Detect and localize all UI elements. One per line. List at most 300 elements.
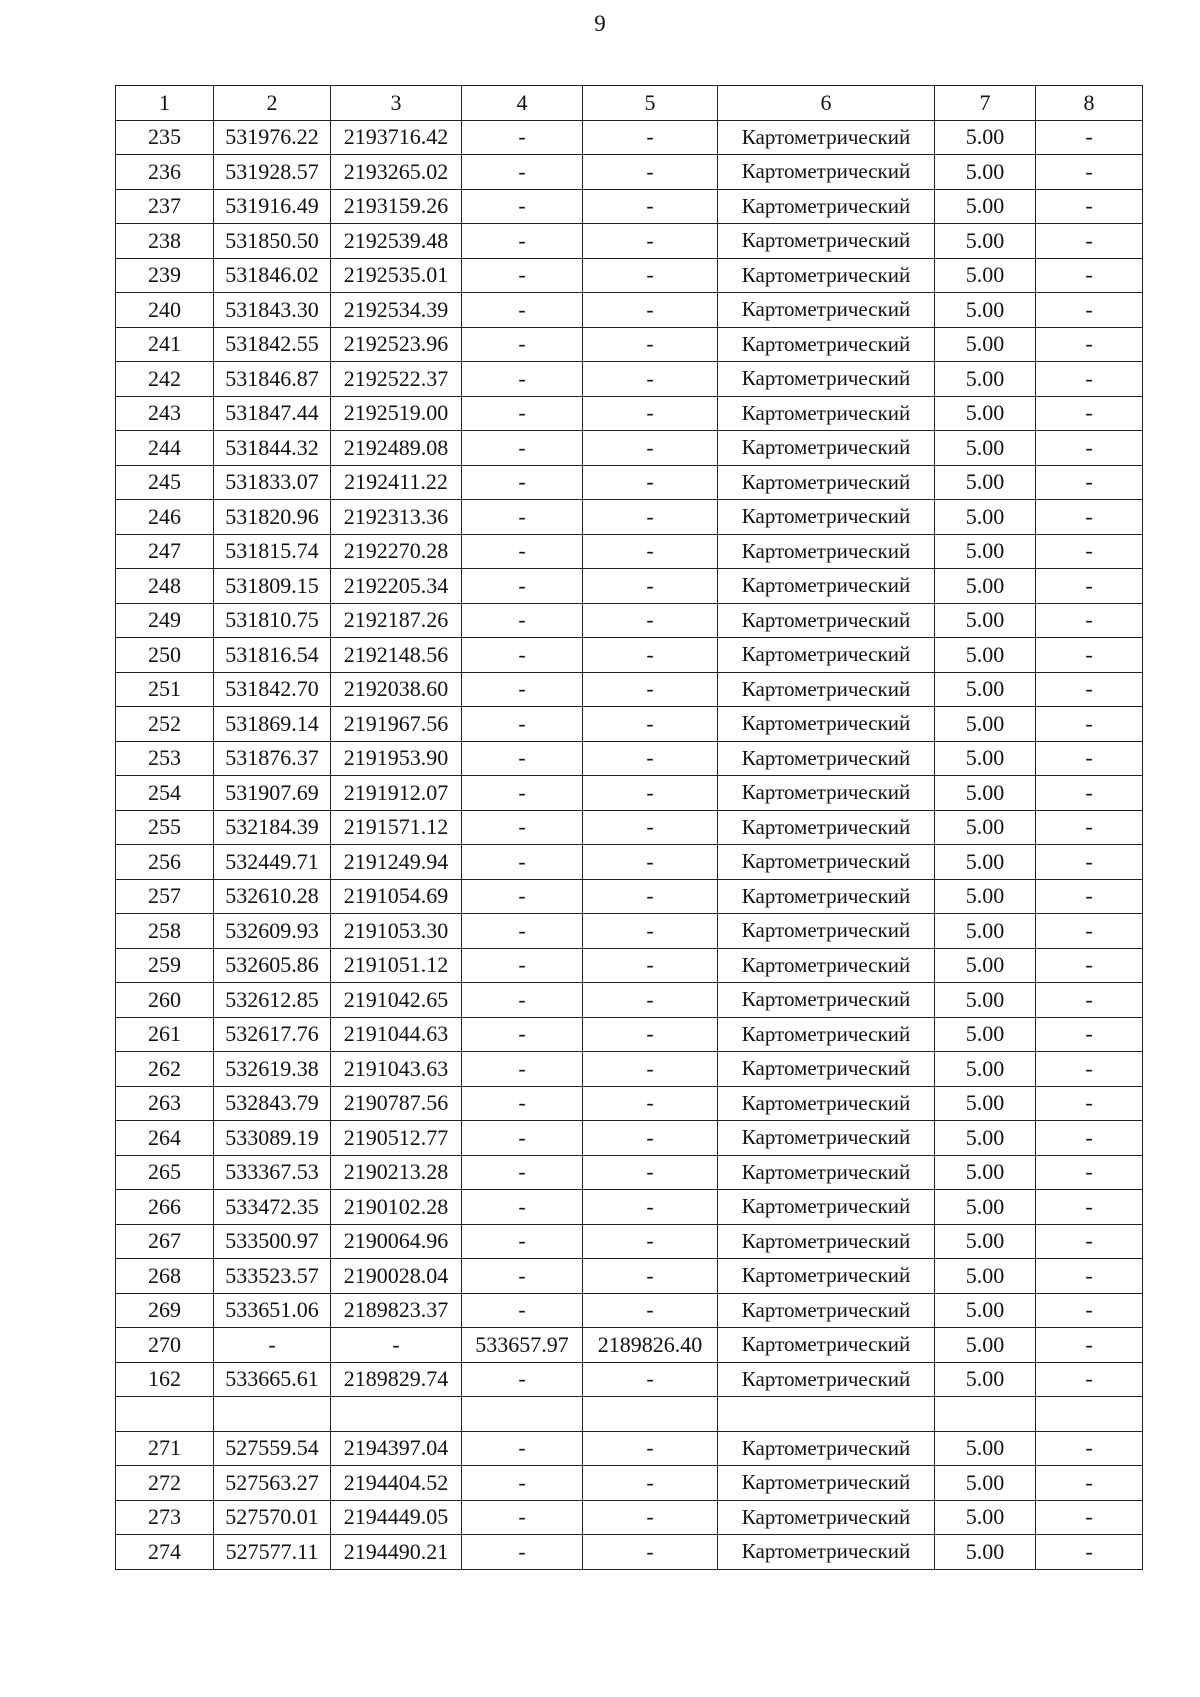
point-number-cell [116,1397,214,1432]
method-cell: Картометрический [718,810,935,845]
y-coordinate-cell: 2191043.63 [331,1052,462,1087]
description-cell: - [1036,638,1143,673]
x-coordinate-cell: 531850.50 [214,224,331,259]
x-coordinate-cell: 531842.70 [214,672,331,707]
x-coordinate-cell: 531846.02 [214,258,331,293]
accuracy-cell: 5.00 [935,1052,1036,1087]
new-x-coordinate-cell: - [462,362,583,397]
new-x-coordinate-cell: - [462,465,583,500]
x-coordinate-cell: 532617.76 [214,1017,331,1052]
new-y-coordinate-cell: - [583,431,718,466]
y-coordinate-cell: 2190102.28 [331,1190,462,1225]
point-number-cell: 265 [116,1155,214,1190]
new-x-coordinate-cell: - [462,672,583,707]
table-row [116,1086,1143,1121]
new-x-coordinate-cell: - [462,879,583,914]
y-coordinate-cell: 2192411.22 [331,465,462,500]
table-row [116,948,1143,983]
new-y-coordinate-cell [583,1397,718,1432]
method-cell: Картометрический [718,914,935,949]
point-number-cell: 246 [116,500,214,535]
description-cell: - [1036,1190,1143,1225]
x-coordinate-cell: 531869.14 [214,707,331,742]
new-y-coordinate-cell: - [583,534,718,569]
new-x-coordinate-cell: - [462,638,583,673]
table-row [116,1155,1143,1190]
point-number-cell: 263 [116,1086,214,1121]
point-number-cell: 255 [116,810,214,845]
description-cell: - [1036,1086,1143,1121]
x-coordinate-cell: 531844.32 [214,431,331,466]
point-number-cell: 239 [116,258,214,293]
new-x-coordinate-cell: 533657.97 [462,1328,583,1363]
point-number-cell: 269 [116,1293,214,1328]
new-y-coordinate-cell: - [583,362,718,397]
point-number-cell: 243 [116,396,214,431]
description-cell: - [1036,1155,1143,1190]
y-coordinate-cell: 2192534.39 [331,293,462,328]
x-coordinate-cell: 532610.28 [214,879,331,914]
accuracy-cell: 5.00 [935,845,1036,880]
new-y-coordinate-cell: - [583,500,718,535]
new-x-coordinate-cell: - [462,258,583,293]
y-coordinate-cell: 2192523.96 [331,327,462,362]
accuracy-cell: 5.00 [935,1259,1036,1294]
new-y-coordinate-cell: - [583,1500,718,1535]
table-row [116,603,1143,638]
method-cell: Картометрический [718,1224,935,1259]
description-cell: - [1036,1121,1143,1156]
method-cell: Картометрический [718,362,935,397]
y-coordinate-cell: 2194449.05 [331,1500,462,1535]
method-cell: Картометрический [718,1500,935,1535]
method-cell: Картометрический [718,707,935,742]
table-row [116,1328,1143,1363]
y-coordinate-cell: 2192313.36 [331,500,462,535]
method-cell: Картометрический [718,1155,935,1190]
x-coordinate-cell: 533089.19 [214,1121,331,1156]
column-header: 8 [1036,86,1143,121]
method-cell: Картометрический [718,1086,935,1121]
description-cell: - [1036,258,1143,293]
description-cell: - [1036,1017,1143,1052]
description-cell: - [1036,465,1143,500]
x-coordinate-cell: 531815.74 [214,534,331,569]
table-row [116,293,1143,328]
method-cell: Картометрический [718,1017,935,1052]
method-cell: Картометрический [718,224,935,259]
column-header: 4 [462,86,583,121]
new-x-coordinate-cell: - [462,1500,583,1535]
x-coordinate-cell: 531907.69 [214,776,331,811]
method-cell: Картометрический [718,465,935,500]
new-y-coordinate-cell: - [583,293,718,328]
method-cell: Картометрический [718,1052,935,1087]
point-number-cell: 271 [116,1431,214,1466]
method-cell [718,1397,935,1432]
method-cell: Картометрический [718,120,935,155]
y-coordinate-cell: 2192539.48 [331,224,462,259]
new-y-coordinate-cell: - [583,120,718,155]
new-y-coordinate-cell: - [583,1535,718,1570]
accuracy-cell: 5.00 [935,155,1036,190]
table-row [116,707,1143,742]
accuracy-cell: 5.00 [935,120,1036,155]
accuracy-cell: 5.00 [935,258,1036,293]
y-coordinate-cell: 2192535.01 [331,258,462,293]
new-x-coordinate-cell: - [462,1121,583,1156]
description-cell: - [1036,534,1143,569]
description-cell: - [1036,120,1143,155]
method-cell: Картометрический [718,948,935,983]
method-cell: Картометрический [718,431,935,466]
table-row [116,1535,1143,1570]
y-coordinate-cell: 2191953.90 [331,741,462,776]
new-x-coordinate-cell: - [462,396,583,431]
x-coordinate-cell: 531820.96 [214,500,331,535]
point-number-cell: 274 [116,1535,214,1570]
new-x-coordinate-cell: - [462,327,583,362]
y-coordinate-cell: 2190787.56 [331,1086,462,1121]
x-coordinate-cell: 531976.22 [214,120,331,155]
x-coordinate-cell: 532184.39 [214,810,331,845]
new-x-coordinate-cell: - [462,707,583,742]
point-number-cell: 248 [116,569,214,604]
y-coordinate-cell: 2192038.60 [331,672,462,707]
table-row [116,500,1143,535]
x-coordinate-cell: 531843.30 [214,293,331,328]
method-cell: Картометрический [718,983,935,1018]
point-number-cell: 261 [116,1017,214,1052]
accuracy-cell: 5.00 [935,396,1036,431]
accuracy-cell: 5.00 [935,327,1036,362]
table-row [116,776,1143,811]
point-number-cell: 245 [116,465,214,500]
point-number-cell: 262 [116,1052,214,1087]
point-number-cell: 268 [116,1259,214,1294]
new-x-coordinate-cell: - [462,1259,583,1294]
new-y-coordinate-cell: - [583,1259,718,1294]
accuracy-cell: 5.00 [935,500,1036,535]
point-number-cell: 260 [116,983,214,1018]
new-y-coordinate-cell: - [583,914,718,949]
description-cell: - [1036,603,1143,638]
method-cell: Картометрический [718,1535,935,1570]
x-coordinate-cell: 533500.97 [214,1224,331,1259]
table-row [116,983,1143,1018]
table-row [116,638,1143,673]
point-number-cell: 250 [116,638,214,673]
method-cell: Картометрический [718,1431,935,1466]
column-header: 2 [214,86,331,121]
new-x-coordinate-cell: - [462,776,583,811]
new-y-coordinate-cell: - [583,603,718,638]
accuracy-cell: 5.00 [935,293,1036,328]
new-y-coordinate-cell: - [583,1362,718,1397]
new-x-coordinate-cell: - [462,534,583,569]
table-row [116,569,1143,604]
x-coordinate-cell: 533472.35 [214,1190,331,1225]
new-y-coordinate-cell: - [583,776,718,811]
point-number-cell: 252 [116,707,214,742]
method-cell: Картометрический [718,1328,935,1363]
y-coordinate-cell: 2193159.26 [331,189,462,224]
accuracy-cell: 5.00 [935,672,1036,707]
x-coordinate-cell: 531809.15 [214,569,331,604]
table-row [116,155,1143,190]
table-row [116,120,1143,155]
new-x-coordinate-cell: - [462,1362,583,1397]
description-cell: - [1036,224,1143,259]
method-cell: Картометрический [718,741,935,776]
new-y-coordinate-cell: 2189826.40 [583,1328,718,1363]
accuracy-cell: 5.00 [935,224,1036,259]
method-cell: Картометрический [718,569,935,604]
accuracy-cell: 5.00 [935,1431,1036,1466]
description-cell: - [1036,1466,1143,1501]
accuracy-cell [935,1397,1036,1432]
x-coordinate-cell [214,1397,331,1432]
y-coordinate-cell: 2192205.34 [331,569,462,604]
new-x-coordinate-cell: - [462,741,583,776]
new-x-coordinate-cell: - [462,569,583,604]
point-number-cell: 236 [116,155,214,190]
accuracy-cell: 5.00 [935,776,1036,811]
x-coordinate-cell: 527570.01 [214,1500,331,1535]
table-row [116,396,1143,431]
method-cell: Картометрический [718,327,935,362]
description-cell: - [1036,1431,1143,1466]
x-coordinate-cell: 527559.54 [214,1431,331,1466]
method-cell: Картометрический [718,155,935,190]
y-coordinate-cell: 2193265.02 [331,155,462,190]
new-x-coordinate-cell: - [462,120,583,155]
new-y-coordinate-cell: - [583,1293,718,1328]
accuracy-cell: 5.00 [935,638,1036,673]
new-y-coordinate-cell: - [583,672,718,707]
new-x-coordinate-cell: - [462,1086,583,1121]
y-coordinate-cell: 2193716.42 [331,120,462,155]
description-cell: - [1036,707,1143,742]
new-y-coordinate-cell: - [583,465,718,500]
y-coordinate-cell: 2192187.26 [331,603,462,638]
description-cell: - [1036,948,1143,983]
method-cell: Картометрический [718,1121,935,1156]
table-row [116,1362,1143,1397]
method-cell: Картометрический [718,776,935,811]
table-row [116,1017,1143,1052]
new-y-coordinate-cell: - [583,189,718,224]
new-y-coordinate-cell: - [583,569,718,604]
new-x-coordinate-cell: - [462,914,583,949]
method-cell: Картометрический [718,189,935,224]
method-cell: Картометрический [718,534,935,569]
new-y-coordinate-cell: - [583,948,718,983]
new-x-coordinate-cell: - [462,1052,583,1087]
column-header: 6 [718,86,935,121]
new-y-coordinate-cell: - [583,1121,718,1156]
description-cell: - [1036,1535,1143,1570]
description-cell: - [1036,327,1143,362]
point-number-cell: 247 [116,534,214,569]
method-cell: Картометрический [718,845,935,880]
new-x-coordinate-cell: - [462,1155,583,1190]
y-coordinate-cell [331,1397,462,1432]
description-cell: - [1036,983,1143,1018]
description-cell: - [1036,1224,1143,1259]
description-cell: - [1036,879,1143,914]
accuracy-cell: 5.00 [935,741,1036,776]
new-y-coordinate-cell: - [583,1466,718,1501]
y-coordinate-cell: 2191053.30 [331,914,462,949]
x-coordinate-cell: 531916.49 [214,189,331,224]
description-cell: - [1036,155,1143,190]
description-cell: - [1036,189,1143,224]
table-row [116,914,1143,949]
new-y-coordinate-cell: - [583,1052,718,1087]
new-y-coordinate-cell: - [583,1431,718,1466]
y-coordinate-cell: 2192270.28 [331,534,462,569]
accuracy-cell: 5.00 [935,1155,1036,1190]
new-x-coordinate-cell: - [462,1466,583,1501]
point-number-cell: 162 [116,1362,214,1397]
x-coordinate-cell: 531876.37 [214,741,331,776]
description-cell: - [1036,293,1143,328]
table-row [116,431,1143,466]
point-number-cell: 270 [116,1328,214,1363]
accuracy-cell: 5.00 [935,569,1036,604]
x-coordinate-cell: 532612.85 [214,983,331,1018]
table-row [116,258,1143,293]
description-cell: - [1036,845,1143,880]
accuracy-cell: 5.00 [935,189,1036,224]
accuracy-cell: 5.00 [935,1328,1036,1363]
accuracy-cell: 5.00 [935,1293,1036,1328]
new-y-coordinate-cell: - [583,741,718,776]
description-cell: - [1036,1500,1143,1535]
description-cell: - [1036,741,1143,776]
new-y-coordinate-cell: - [583,879,718,914]
point-number-cell: 249 [116,603,214,638]
y-coordinate-cell: 2191054.69 [331,879,462,914]
y-coordinate-cell: 2190512.77 [331,1121,462,1156]
table-row [116,1397,1143,1432]
new-y-coordinate-cell: - [583,1190,718,1225]
method-cell: Картометрический [718,258,935,293]
method-cell: Картометрический [718,1259,935,1294]
accuracy-cell: 5.00 [935,1224,1036,1259]
method-cell: Картометрический [718,293,935,328]
point-number-cell: 238 [116,224,214,259]
table-row [116,534,1143,569]
new-y-coordinate-cell: - [583,396,718,431]
x-coordinate-cell: 531847.44 [214,396,331,431]
point-number-cell: 253 [116,741,214,776]
x-coordinate-cell: - [214,1328,331,1363]
point-number-cell: 272 [116,1466,214,1501]
method-cell: Картометрический [718,1293,935,1328]
x-coordinate-cell: 533367.53 [214,1155,331,1190]
column-header: 1 [116,86,214,121]
coordinates-table [115,85,1143,1570]
accuracy-cell: 5.00 [935,1535,1036,1570]
new-x-coordinate-cell: - [462,983,583,1018]
x-coordinate-cell: 531833.07 [214,465,331,500]
new-y-coordinate-cell: - [583,1086,718,1121]
description-cell: - [1036,672,1143,707]
point-number-cell: 244 [116,431,214,466]
table-row [116,1224,1143,1259]
point-number-cell: 242 [116,362,214,397]
new-x-coordinate-cell: - [462,1293,583,1328]
new-x-coordinate-cell: - [462,603,583,638]
y-coordinate-cell: 2191042.65 [331,983,462,1018]
page-number: 9 [594,11,606,36]
accuracy-cell: 5.00 [935,707,1036,742]
point-number-cell: 241 [116,327,214,362]
y-coordinate-cell: 2192148.56 [331,638,462,673]
new-y-coordinate-cell: - [583,810,718,845]
new-x-coordinate-cell: - [462,845,583,880]
y-coordinate-cell: 2191967.56 [331,707,462,742]
x-coordinate-cell: 531842.55 [214,327,331,362]
method-cell: Картометрический [718,1362,935,1397]
method-cell: Картометрический [718,603,935,638]
point-number-cell: 273 [116,1500,214,1535]
point-number-cell: 266 [116,1190,214,1225]
new-y-coordinate-cell: - [583,224,718,259]
new-x-coordinate-cell: - [462,189,583,224]
point-number-cell: 257 [116,879,214,914]
table-row [116,1259,1143,1294]
x-coordinate-cell: 531810.75 [214,603,331,638]
description-cell: - [1036,1328,1143,1363]
description-cell: - [1036,1362,1143,1397]
method-cell: Картометрический [718,1466,935,1501]
y-coordinate-cell: 2189823.37 [331,1293,462,1328]
table-row [116,1500,1143,1535]
table-row [116,810,1143,845]
table-row [116,1293,1143,1328]
new-y-coordinate-cell: - [583,1017,718,1052]
y-coordinate-cell: 2190028.04 [331,1259,462,1294]
method-cell: Картометрический [718,638,935,673]
x-coordinate-cell: 531846.87 [214,362,331,397]
description-cell: - [1036,914,1143,949]
accuracy-cell: 5.00 [935,914,1036,949]
new-y-coordinate-cell: - [583,258,718,293]
y-coordinate-cell: 2192489.08 [331,431,462,466]
point-number-cell: 256 [116,845,214,880]
new-y-coordinate-cell: - [583,845,718,880]
new-y-coordinate-cell: - [583,983,718,1018]
description-cell: - [1036,362,1143,397]
accuracy-cell: 5.00 [935,1017,1036,1052]
table-row [116,1431,1143,1466]
y-coordinate-cell: 2191249.94 [331,845,462,880]
y-coordinate-cell: - [331,1328,462,1363]
point-number-cell: 254 [116,776,214,811]
table-row [116,741,1143,776]
accuracy-cell: 5.00 [935,1500,1036,1535]
y-coordinate-cell: 2192519.00 [331,396,462,431]
x-coordinate-cell: 532609.93 [214,914,331,949]
accuracy-cell: 5.00 [935,603,1036,638]
method-cell: Картометрический [718,396,935,431]
table-row [116,327,1143,362]
new-x-coordinate-cell: - [462,431,583,466]
method-cell: Картометрический [718,1190,935,1225]
